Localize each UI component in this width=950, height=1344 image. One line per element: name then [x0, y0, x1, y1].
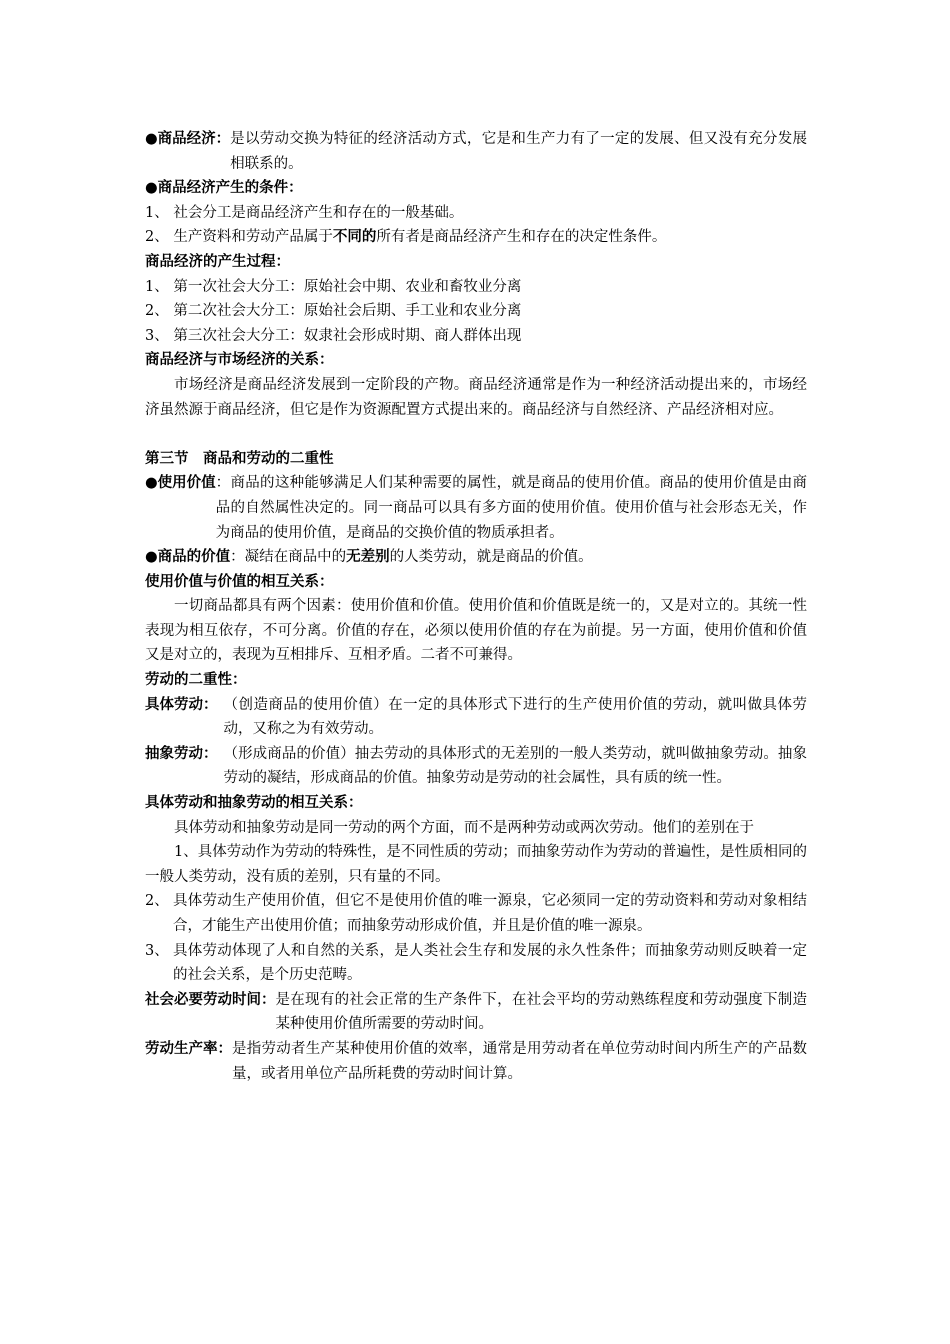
- market-relation-paragraph: 市场经济是商品经济发展到一定阶段的产物。商品经济通常是作为一种经济活动提出来的，市场经济虽然源于商品经济，但它是作为资源配置方式提出来的。商品经济与自然经济、产品经济相对应。: [145, 376, 807, 418]
- term-label: 社会必要劳动时间：: [145, 990, 276, 1008]
- term-label: 劳动生产率：: [145, 1039, 232, 1057]
- spacer: [145, 422, 807, 447]
- section-title: 第三节 商品和劳动的二重性: [145, 449, 334, 467]
- definition-text: 是指劳动者生产某种使用价值的效率，通常是用劳动者在单位劳动时间内所生产的产品数量，或者用单位产品所耗费的劳动时间计算。: [232, 1040, 807, 1082]
- process-item-1: 1、 第一次社会大分工：原始社会中期、农业和畜牧业分离: [145, 278, 522, 295]
- definition-text: 是以劳动交换为特征的经济活动方式，它是和生产力有了一定的发展、但又没有充分发展相联系的。: [230, 131, 807, 172]
- term-label: 具体劳动：: [145, 695, 218, 713]
- labor-relation-intro: 具体劳动和抽象劳动是同一劳动的两个方面，而不是两种劳动或两次劳动。他们的差别在于: [174, 819, 754, 836]
- term-label: ●商品经济：: [145, 130, 231, 147]
- definition-text: 是在现有的社会正常的生产条件下，在社会平均的劳动熟练程度和劳动强度下制造某种使用价值所需要的劳动时间。: [275, 991, 807, 1033]
- duality-heading: 劳动的二重性：: [145, 671, 247, 689]
- commodity-economy-def: [145, 127, 807, 176]
- process-item-2: 2、 第二次社会大分工：原始社会后期、手工业和农业分离: [145, 303, 522, 320]
- process-item-3: 3、 第三次社会大分工：奴隶社会形成时期、商人群体出现: [145, 327, 522, 344]
- document-page: [145, 127, 807, 1086]
- definition-text: （形成商品的价值）抽去劳动的具体形式的无差别的一般人类劳动，就叫做抽象劳动。抽象劳动的凝结，形成商品的价值。抽象劳动是劳动的社会属性，具有质的统一性。: [223, 745, 807, 787]
- definition-text: ：商品的这种能够满足人们某种需要的属性，就是商品的使用价值。商品的使用价值是由商品的自然属性决定的。同一商品可以具有多方面的使用价值。使用价值与社会形态无关，作为商品的使用价值，是商品的交换价值的物质承担者。: [215, 475, 807, 541]
- productivity-def: [145, 1037, 807, 1086]
- term-label: ●使用价值: [145, 474, 216, 492]
- definition-text: （创造商品的使用价值）在一定的具体形式下进行的生产使用价值的劳动，就叫做具体劳动，又称之为有效劳动。: [223, 696, 807, 738]
- relation-paragraph: 一切商品都具有两个因素：使用价值和价值。使用价值和价值既是统一的，又是对立的。其统一性表现为相互依存，不可分离。价值的存在，必须以使用价值的存在为前提。另一方面，使用价值和价值又是对立的，表现为互相排斥、互相矛盾。二者不可兼得。: [145, 598, 807, 664]
- value-def: ●商品的价值：凝结在商品中的无差别的人类劳动，就是商品的价值。: [145, 548, 593, 566]
- condition-item-2: 2、 生产资料和劳动产品属于不同的所有者是商品经济产生和存在的决定性条件。: [145, 228, 667, 246]
- conditions-heading: ●商品经济产生的条件：: [145, 179, 303, 197]
- snlt-def: [145, 988, 807, 1037]
- relation-heading: 使用价值与价值的相互关系：: [145, 572, 334, 590]
- condition-item-1: 1、 社会分工是商品经济产生和存在的一般基础。: [145, 204, 464, 221]
- labor-relation-item-2: 2、 具体劳动生产使用价值，但它不是使用价值的唯一源泉，它必须同一定的劳动资料和劳动对象相结合，才能生产出使用价值；而抽象劳动形成价值，并且是价值的唯一源泉。: [145, 893, 807, 934]
- concrete-labor-def: [145, 693, 807, 742]
- use-value-def: [145, 471, 807, 545]
- market-relation-heading: 商品经济与市场经济的关系：: [145, 351, 334, 369]
- labor-relation-heading: 具体劳动和抽象劳动的相互关系：: [145, 794, 363, 812]
- labor-relation-item-3: 3、 具体劳动体现了人和自然的关系，是人类社会生存和发展的永久性条件；而抽象劳动则反映着一定的社会关系，是个历史范畴。: [145, 942, 807, 984]
- process-heading: 商品经济的产生过程：: [145, 252, 290, 270]
- term-label: 抽象劳动：: [145, 744, 218, 762]
- labor-relation-item-1: 1、具体劳动作为劳动的特殊性，是不同性质的劳动；而抽象劳动作为劳动的普遍性，是性质相同的一般人类劳动，没有质的差别，只有量的不同。: [145, 844, 807, 885]
- abstract-labor-def: [145, 742, 807, 791]
